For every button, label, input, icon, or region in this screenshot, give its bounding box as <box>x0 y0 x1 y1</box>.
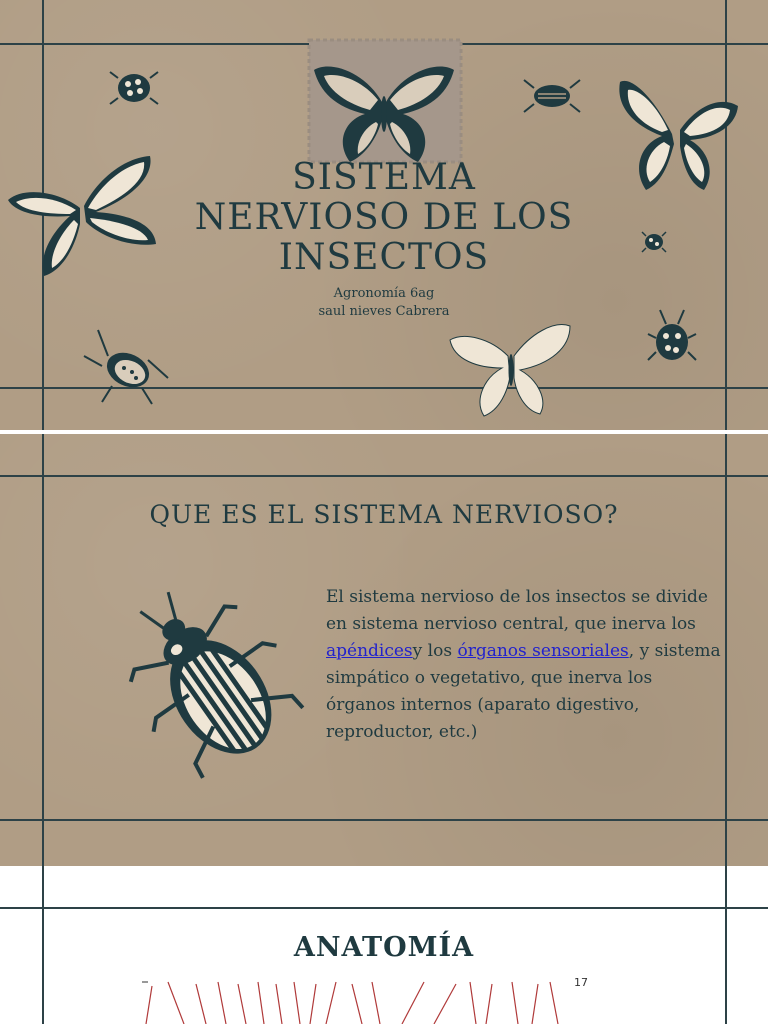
page-marker: 17 <box>574 976 588 989</box>
section-heading: ANATOMÍA <box>293 932 475 963</box>
anatomy-slide <box>0 866 768 1024</box>
ladybug-icon <box>646 306 698 370</box>
title-line: INSECTOS <box>278 237 490 278</box>
title-line: NERVIOSO DE LOS <box>194 197 574 238</box>
title-slide <box>0 0 768 430</box>
butterfly-icon <box>310 62 458 166</box>
beetle-icon <box>106 580 316 786</box>
paragraph-text: El sistema nervioso de los insectos se divide en sistema nervioso central, que inerva los <box>326 587 708 634</box>
sensory-organs-link[interactable]: órganos sensoriales <box>457 641 629 661</box>
butterfly-icon <box>612 74 744 196</box>
butterfly-icon <box>4 152 158 278</box>
frame-line <box>725 0 727 430</box>
anatomy-diagram <box>140 978 580 1024</box>
paragraph-text: , y sistema simpático o vegetativo, que inerva los órganos internos (aparato digestivo, reproductor, etc.) <box>326 641 721 742</box>
ladybug-icon <box>106 62 162 110</box>
definition-paragraph <box>326 584 726 746</box>
ladybug-icon <box>640 228 668 256</box>
beetle-icon <box>520 70 584 120</box>
frame-line <box>0 475 768 477</box>
frame-line <box>0 819 768 821</box>
page-title <box>140 158 628 278</box>
frame-line <box>0 907 768 909</box>
appendices-link[interactable]: apéndices <box>326 641 413 661</box>
subtitle-course: Agronomía 6ag <box>333 286 435 301</box>
title-line: SISTEMA <box>292 157 476 198</box>
subtitle-author: saul nieves Cabrera <box>318 304 450 319</box>
definition-slide <box>0 434 768 866</box>
butterfly-icon <box>444 316 576 420</box>
section-heading: QUE ES EL SISTEMA NERVIOSO? <box>149 500 619 529</box>
frame-line <box>42 434 44 866</box>
beetle-icon <box>82 326 172 406</box>
paragraph-text: y los <box>412 641 458 661</box>
